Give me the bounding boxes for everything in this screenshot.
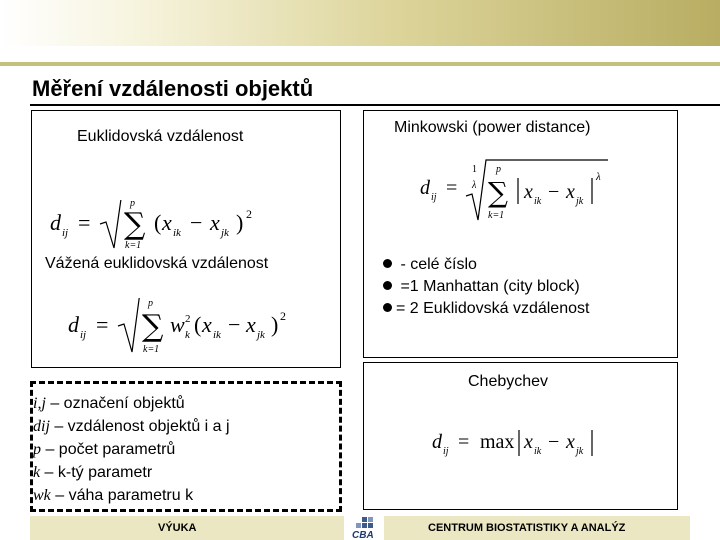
svg-text:ij: ij [443, 446, 449, 457]
svg-text:x: x [566, 431, 575, 453]
svg-text:(: ( [154, 210, 162, 235]
definition-item: wk – váha parametru k [33, 487, 194, 504]
svg-text:d: d [68, 312, 79, 337]
svg-text:k=1: k=1 [125, 240, 142, 251]
svg-text:x: x [566, 181, 575, 203]
weighted-formula-svg [68, 298, 318, 358]
svg-text:x: x [524, 181, 533, 203]
svg-text:−: − [548, 431, 560, 453]
svg-text:CBA: CBA [352, 530, 374, 540]
svg-text:ik: ik [534, 196, 542, 207]
svg-text:): ) [236, 210, 244, 235]
svg-text:x: x [246, 312, 256, 337]
svg-text:ik: ik [534, 446, 542, 457]
svg-text:−: − [548, 181, 560, 203]
svg-text:∑: ∑ [488, 176, 508, 209]
lambda-bullets [383, 254, 589, 320]
chebychev-formula-svg [432, 418, 622, 468]
svg-text:−: − [228, 312, 241, 337]
definition-item: p – počet parametrů [33, 441, 176, 458]
svg-text:−: − [190, 210, 203, 235]
svg-text:x: x [202, 312, 212, 337]
svg-text:x: x [210, 210, 220, 235]
svg-text:w: w [170, 312, 185, 337]
svg-text:k=1: k=1 [488, 210, 505, 221]
svg-text:ik: ik [213, 329, 221, 341]
svg-text:x: x [524, 431, 533, 453]
svg-text:∑: ∑ [124, 207, 146, 242]
minkowski-formula [420, 158, 640, 233]
euclid-label: Euklidovská vzdálenost [77, 128, 244, 145]
svg-text:d: d [432, 431, 442, 453]
bullet-icon [383, 259, 392, 268]
svg-text:d: d [50, 210, 61, 235]
chebychev-label: Chebychev [468, 373, 549, 390]
bullet-item: - celé číslo [383, 254, 589, 276]
svg-text:ij: ij [62, 227, 69, 239]
svg-text:2: 2 [280, 309, 286, 323]
svg-text:): ) [271, 312, 279, 337]
svg-text:=: = [458, 431, 470, 453]
svg-text:k=1: k=1 [143, 344, 160, 355]
svg-text:max: max [480, 431, 515, 453]
svg-text:1: 1 [472, 164, 477, 175]
svg-text:jk: jk [576, 446, 584, 457]
cba-logo-icon [344, 516, 384, 540]
footer-left-text: VÝUKA [158, 522, 197, 534]
definition-item: k – k-tý parametr [33, 464, 153, 481]
svg-text:ij: ij [80, 329, 87, 341]
bullet-icon [383, 281, 392, 290]
svg-text:=: = [446, 177, 458, 199]
svg-text:ij: ij [431, 192, 437, 203]
definitions-list [33, 392, 230, 507]
svg-text:jk: jk [257, 329, 265, 341]
chebychev-formula [432, 418, 622, 473]
footer-right-text: CENTRUM BIOSTATISTIKY A ANALÝZ [428, 522, 626, 534]
svg-text:x: x [162, 210, 172, 235]
minkowski-formula-svg [420, 158, 640, 228]
svg-text:p: p [148, 298, 153, 309]
bullet-item: = 2 Euklidovská vzdálenost [383, 298, 589, 320]
bullet-icon [383, 303, 392, 312]
definition-item: dij – vzdálenost objektů i a j [33, 418, 230, 435]
euclid-formula [50, 200, 290, 261]
svg-text:ik: ik [173, 227, 181, 239]
svg-text:(: ( [194, 312, 202, 337]
svg-text:2: 2 [185, 313, 191, 325]
svg-text:2: 2 [246, 207, 252, 221]
svg-text:k: k [185, 329, 190, 341]
svg-text:λ: λ [472, 180, 477, 191]
svg-text:λ: λ [596, 171, 601, 183]
svg-text:p: p [130, 200, 135, 209]
weighted-label: Vážená euklidovská vzdálenost [45, 255, 269, 272]
minkowski-box [363, 110, 678, 358]
header-divider [0, 62, 720, 66]
svg-text:=: = [78, 210, 91, 235]
weighted-formula [68, 298, 318, 363]
header-band [0, 0, 720, 46]
svg-text:d: d [420, 177, 430, 199]
svg-text:∑: ∑ [142, 309, 164, 344]
title-underline [30, 104, 720, 106]
svg-text:=: = [96, 312, 109, 337]
euclid-formula-svg [50, 200, 290, 256]
slide-title: Měření vzdálenosti objektů [32, 76, 314, 101]
svg-text:p: p [496, 164, 501, 175]
svg-text:jk: jk [576, 196, 584, 207]
bullet-item: =1 Manhattan (city block) [383, 276, 589, 298]
minkowski-label: Minkowski (power distance) [394, 119, 591, 136]
definition-item: i,j – označení objektů [33, 395, 185, 412]
svg-text:jk: jk [221, 227, 229, 239]
